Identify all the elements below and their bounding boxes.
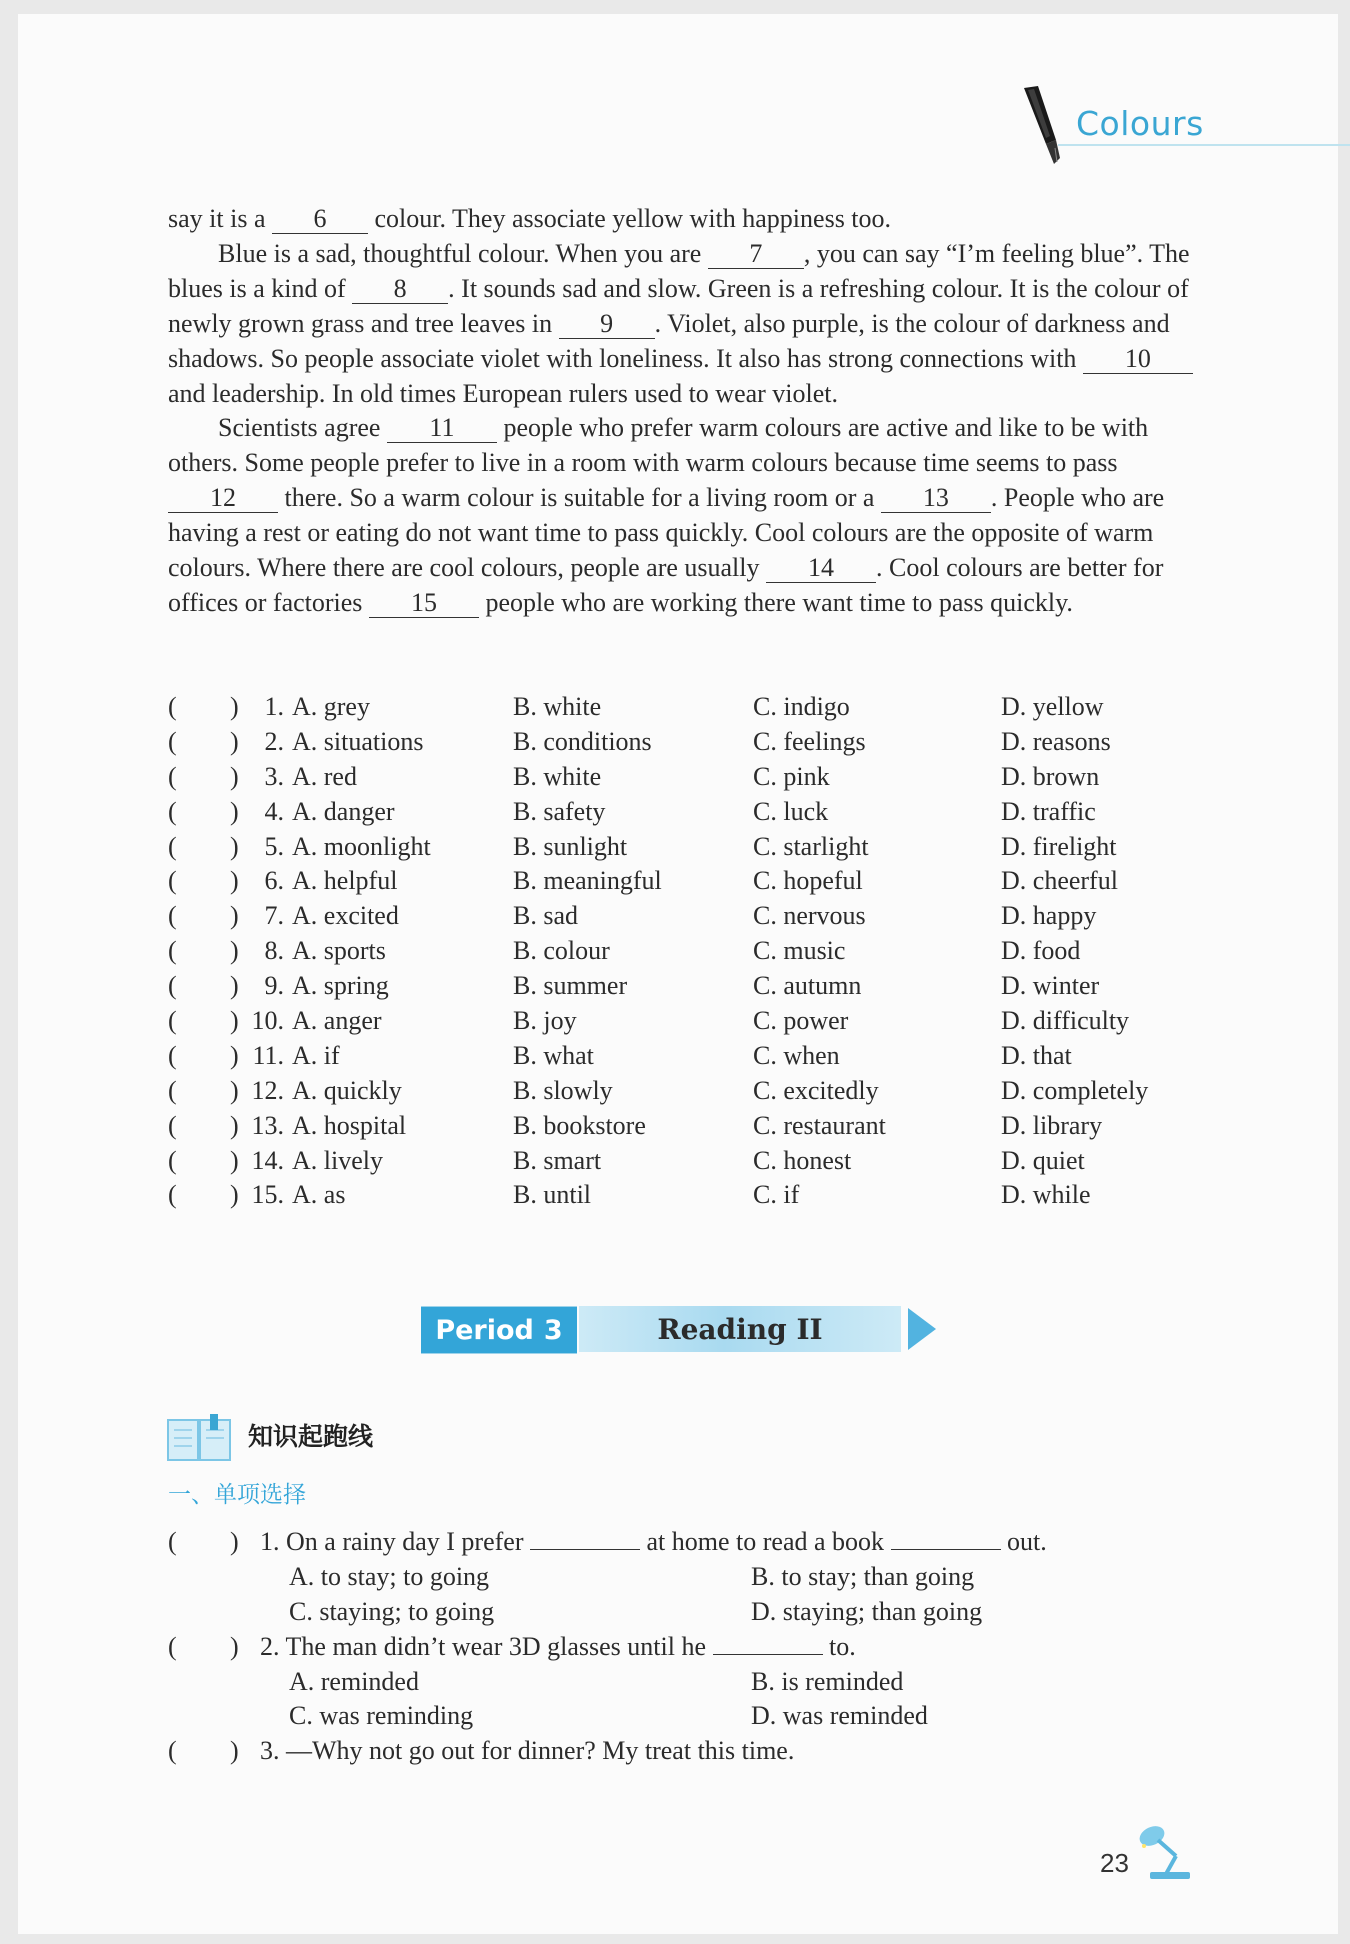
question-number: 1. (264, 692, 284, 721)
option-d[interactable]: D. completely (1001, 1075, 1149, 1105)
header-title: Colours (1076, 104, 1204, 143)
option-row (168, 1074, 1208, 1109)
option-b[interactable]: B. bookstore (513, 1110, 646, 1140)
option-d[interactable]: D. staying; than going (751, 1596, 983, 1626)
option-c[interactable]: C. was reminding (289, 1701, 474, 1731)
option-row (168, 899, 1208, 934)
option-c[interactable]: C. excitedly (753, 1075, 879, 1105)
question-number: 7. (264, 901, 284, 931)
period-number: 3 (543, 1314, 563, 1346)
answer-paren-open[interactable]: ( (168, 1180, 177, 1210)
answer-blank[interactable] (891, 1525, 1001, 1550)
option-b[interactable]: B. white (513, 692, 602, 721)
option-a[interactable]: A. excited (292, 901, 399, 931)
answer-paren-open[interactable]: ( (168, 1075, 177, 1105)
answer-paren-close[interactable]: ) (230, 936, 239, 966)
option-d[interactable]: D. while (1001, 1180, 1091, 1210)
question-2 (168, 1630, 1208, 1665)
question-number: 6. (264, 866, 284, 896)
answer-paren-close[interactable]: ) (230, 866, 239, 896)
option-a[interactable]: A. situations (292, 726, 424, 756)
passage-paragraph-3: Scientists agree 11 people who prefer warm colours are active and like to be with others. Some people prefer to live in a room with warm colours because time seems to pass 12 there. So a warm colour is suitable for a living room or a 13 . People who are having a rest or eating do not want time to pass quickly. Cool colours are the opposite of warm colours. Where there are cool colours, people are usually 14 . Cool colours are better for offices or factories 15 people who are working there want time to pass quickly. (168, 413, 1165, 617)
option-c[interactable]: C. luck (753, 796, 829, 826)
blank-11[interactable]: 11 (387, 414, 497, 443)
option-d[interactable]: D. quiet (1001, 1145, 1085, 1175)
option-a[interactable]: A. to stay; to going (289, 1561, 490, 1591)
option-a[interactable]: A. red (292, 761, 357, 791)
header-divider (1058, 144, 1350, 146)
option-d[interactable]: D. yellow (1001, 692, 1104, 721)
option-b[interactable]: B. joy (513, 1006, 577, 1036)
option-b[interactable]: B. until (513, 1180, 592, 1210)
option-d[interactable]: D. brown (1001, 761, 1100, 791)
option-c[interactable]: C. feelings (753, 726, 866, 756)
page (18, 14, 1338, 1934)
option-row (168, 725, 1208, 760)
option-c[interactable]: C. music (753, 936, 846, 966)
option-d[interactable]: D. difficulty (1001, 1006, 1130, 1036)
option-d[interactable]: D. firelight (1001, 831, 1117, 861)
question-number: 2. (264, 726, 284, 756)
answer-paren-open[interactable]: ( (168, 1145, 177, 1175)
question-number: 12. (251, 1075, 284, 1105)
option-c[interactable]: C. when (753, 1040, 840, 1070)
question-2-options-row-1 (168, 1665, 1208, 1700)
answer-paren-open[interactable]: ( (168, 936, 177, 966)
question-number: 9. (264, 971, 284, 1001)
answer-paren-open[interactable]: ( (168, 1631, 177, 1661)
answer-paren-open[interactable]: ( (168, 1006, 177, 1036)
option-b[interactable]: B. safety (513, 796, 606, 826)
multiple-choice-questions (168, 1525, 1208, 1769)
answer-paren-open[interactable]: ( (168, 1110, 177, 1140)
option-d[interactable]: D. traffic (1001, 796, 1096, 826)
answer-paren-open[interactable]: ( (168, 796, 177, 826)
option-d[interactable]: D. was reminded (751, 1701, 928, 1731)
answer-paren-close[interactable]: ) (230, 1631, 239, 1661)
question-1-options-row-2 (168, 1595, 1208, 1630)
option-c[interactable]: C. nervous (753, 901, 866, 931)
period-label-box (421, 1306, 577, 1354)
question-stem: 3. —Why not go out for dinner? My treat this time. (260, 1736, 795, 1766)
option-c[interactable]: C. honest (753, 1145, 852, 1175)
option-a[interactable]: A. grey (292, 692, 370, 721)
passage (168, 202, 1203, 621)
option-b[interactable]: B. smart (513, 1145, 602, 1175)
question-number: 8. (264, 936, 284, 966)
option-c[interactable]: C. restaurant (753, 1110, 886, 1140)
question-number: 15. (251, 1180, 284, 1210)
answer-paren-close[interactable]: ) (230, 1110, 239, 1140)
blank-12[interactable]: 12 (168, 484, 278, 513)
option-a[interactable]: A. hospital (292, 1110, 407, 1140)
answer-paren-close[interactable]: ) (230, 971, 239, 1001)
option-row (168, 760, 1208, 795)
option-a[interactable]: A. anger (292, 1006, 382, 1036)
question-number: 11. (252, 1040, 284, 1070)
answer-paren-close[interactable]: ) (230, 1736, 239, 1766)
passage-paragraph-2: Blue is a sad, thoughtful colour. When you are 7 , you can say “I’m feeling blue”. The blues is a kind of 8 . It sounds sad and slow. Green is a refreshing colour. It is the colour of newly grown grass and tree leaves in 9 . Violet, also purple, is the colour of darkness and shadows. So people associate violet with loneliness. It also has strong connections with 10 and leadership. In old times European rulers used to wear violet. (168, 237, 1203, 412)
answer-paren-close[interactable]: ) (230, 761, 239, 791)
option-c[interactable]: C. autumn (753, 971, 862, 1001)
blank-13[interactable]: 13 (881, 484, 991, 513)
answer-paren-open[interactable]: ( (168, 866, 177, 896)
option-b[interactable]: B. white (513, 761, 602, 791)
option-row (168, 830, 1208, 865)
fountain-pen-icon (1016, 84, 1068, 168)
option-row (168, 1144, 1208, 1179)
option-d[interactable]: D. that (1001, 1040, 1072, 1070)
option-d[interactable]: D. winter (1001, 971, 1100, 1001)
desk-lamp-icon (1136, 1822, 1196, 1882)
option-a[interactable]: A. quickly (292, 1075, 402, 1105)
option-b[interactable]: B. slowly (513, 1075, 613, 1105)
option-a[interactable]: A. spring (292, 971, 389, 1001)
page-number: 23 (1100, 1848, 1129, 1878)
answer-paren-open[interactable]: ( (168, 692, 177, 721)
answer-blank[interactable] (530, 1525, 640, 1550)
option-a[interactable]: A. sports (292, 936, 386, 966)
option-a[interactable]: A. reminded (289, 1666, 419, 1696)
option-b[interactable]: B. is reminded (751, 1666, 904, 1696)
passage-paragraph-1: say it is a 6 colour. They associate yellow with happiness too. (168, 204, 892, 233)
option-b[interactable]: B. meaningful (513, 866, 662, 896)
answer-paren-open[interactable]: ( (168, 1527, 177, 1556)
answer-paren-open[interactable]: ( (168, 761, 177, 791)
option-d[interactable]: D. reasons (1001, 726, 1111, 756)
blank-14[interactable]: 14 (766, 554, 876, 583)
blank-15[interactable]: 15 (369, 589, 479, 618)
arrow-right-icon (908, 1308, 936, 1350)
period-title: Reading II (579, 1306, 901, 1352)
question-1 (168, 1525, 1208, 1560)
blank-7[interactable]: 7 (708, 240, 804, 269)
option-row (168, 1178, 1208, 1213)
answer-blank[interactable] (713, 1630, 823, 1655)
blank-8[interactable]: 8 (352, 275, 448, 304)
option-b[interactable]: B. what (513, 1040, 594, 1070)
answer-paren-close[interactable]: ) (230, 901, 239, 931)
option-row (168, 690, 1208, 725)
question-stem: 1. On a rainy day I prefer at home to read a book out. (260, 1527, 1047, 1556)
option-row (168, 1039, 1208, 1074)
answer-paren-open[interactable]: ( (168, 1736, 177, 1766)
question-number: 10. (251, 1006, 284, 1036)
option-b[interactable]: B. conditions (513, 726, 652, 756)
answer-paren-close[interactable]: ) (230, 831, 239, 861)
question-1-options-row-1 (168, 1560, 1208, 1595)
option-row (168, 969, 1208, 1004)
option-c[interactable]: C. power (753, 1006, 849, 1036)
option-a[interactable]: A. as (292, 1180, 346, 1210)
blank-9[interactable]: 9 (559, 310, 655, 339)
option-d[interactable]: D. library (1001, 1110, 1103, 1140)
question-number: 5. (264, 831, 284, 861)
question-number: 4. (264, 796, 284, 826)
question-number: 3. (264, 761, 284, 791)
section-title: 知识起跑线 (248, 1422, 374, 1451)
option-c[interactable]: C. staying; to going (289, 1596, 495, 1626)
option-a[interactable]: A. lively (292, 1145, 383, 1175)
option-a[interactable]: A. if (292, 1040, 340, 1070)
option-b[interactable]: B. sunlight (513, 831, 628, 861)
subsection-title: 一、单项选择 (168, 1482, 306, 1508)
blank-6[interactable]: 6 (272, 205, 368, 234)
option-c[interactable]: C. starlight (753, 831, 869, 861)
option-d[interactable]: D. cheerful (1001, 866, 1118, 896)
period-banner (421, 1306, 941, 1358)
answer-paren-close[interactable]: ) (230, 692, 239, 721)
option-c[interactable]: C. indigo (753, 692, 850, 721)
option-c[interactable]: C. pink (753, 761, 830, 791)
option-row (168, 864, 1208, 899)
option-row (168, 1004, 1208, 1039)
option-b[interactable]: B. summer (513, 971, 628, 1001)
answer-paren-open[interactable]: ( (168, 901, 177, 931)
option-row (168, 795, 1208, 830)
answer-paren-open[interactable]: ( (168, 1040, 177, 1070)
answer-paren-close[interactable]: ) (230, 1145, 239, 1175)
cloze-options (168, 690, 1208, 1213)
option-a[interactable]: A. danger (292, 796, 395, 826)
question-number: 14. (251, 1145, 284, 1175)
option-row (168, 1109, 1208, 1144)
answer-paren-close[interactable]: ) (230, 1006, 239, 1036)
question-3 (168, 1734, 1208, 1769)
option-b[interactable]: B. sad (513, 901, 578, 931)
answer-paren-close[interactable]: ) (230, 1180, 239, 1210)
option-row (168, 934, 1208, 969)
option-a[interactable]: A. moonlight (292, 831, 431, 861)
answer-paren-open[interactable]: ( (168, 971, 177, 1001)
period-label: Period (435, 1314, 534, 1346)
answer-paren-open[interactable]: ( (168, 831, 177, 861)
question-number: 13. (251, 1110, 284, 1140)
question-stem: 2. The man didn’t wear 3D glasses until he to. (260, 1631, 856, 1661)
question-2-options-row-2 (168, 1699, 1208, 1734)
answer-paren-close[interactable]: ) (230, 726, 239, 756)
option-c[interactable]: C. hopeful (753, 866, 863, 896)
blank-10[interactable]: 10 (1083, 345, 1193, 374)
option-d[interactable]: D. happy (1001, 901, 1097, 931)
option-c[interactable]: C. if (753, 1180, 800, 1210)
option-a[interactable]: A. helpful (292, 866, 398, 896)
answer-paren-close[interactable]: ) (230, 796, 239, 826)
option-b[interactable]: B. to stay; than going (751, 1561, 975, 1591)
answer-paren-close[interactable]: ) (230, 1040, 239, 1070)
answer-paren-close[interactable]: ) (230, 1075, 239, 1105)
answer-paren-open[interactable]: ( (168, 726, 177, 756)
open-book-icon (166, 1412, 234, 1464)
answer-paren-close[interactable]: ) (230, 1527, 239, 1556)
option-b[interactable]: B. colour (513, 936, 610, 966)
option-d[interactable]: D. food (1001, 936, 1081, 966)
